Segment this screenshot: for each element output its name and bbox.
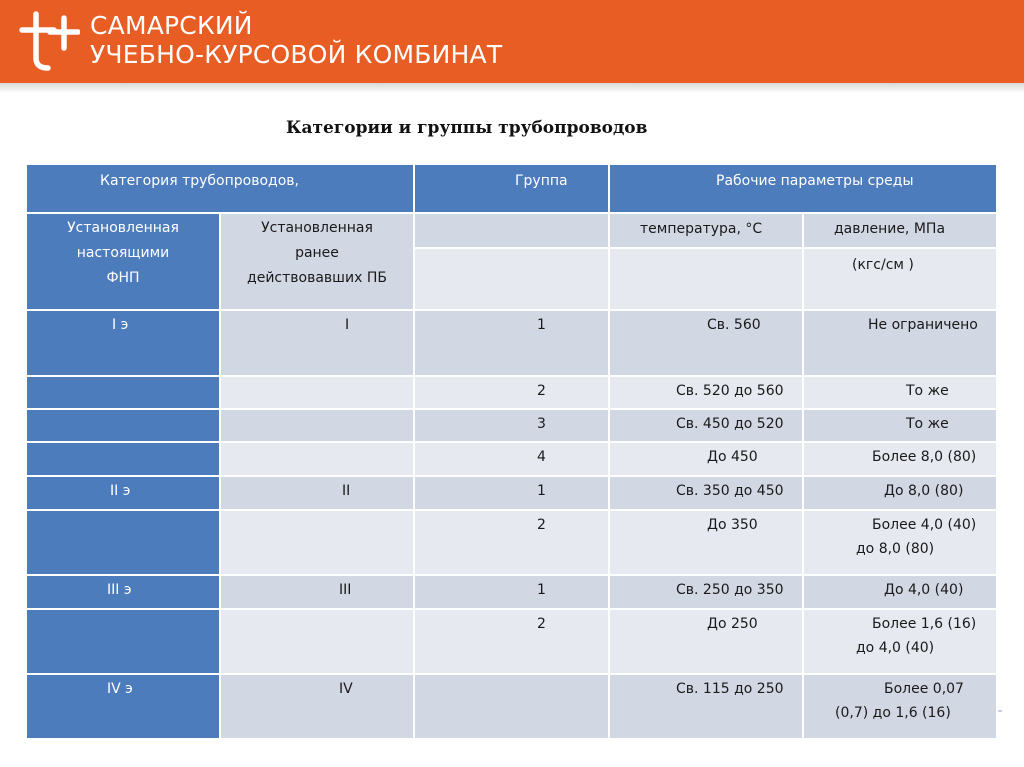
pressure-text: То же <box>906 383 949 399</box>
table-row-cat-old <box>221 311 415 377</box>
cat-new-text: II э <box>110 483 131 499</box>
table-row-group <box>415 477 610 511</box>
pressure-text: Не ограничено <box>868 317 978 333</box>
subheader-group-top <box>415 214 610 249</box>
subheader-temperature-bottom <box>610 249 804 311</box>
table-row-temperature <box>610 610 804 675</box>
pressure-text: Более 4,0 (40) <box>872 517 977 533</box>
table-row-cat-old <box>221 443 415 477</box>
table-row-cat-new <box>27 511 221 576</box>
header-banner <box>0 0 1024 83</box>
cat-old-text: IV <box>339 681 353 697</box>
table-row-group <box>415 610 610 675</box>
table-row-group <box>415 377 610 410</box>
subheader-category-old <box>221 214 415 311</box>
table-row-temperature <box>610 477 804 511</box>
group-text: 4 <box>537 449 546 465</box>
temperature-text: До 350 <box>707 517 758 533</box>
header-group <box>415 165 610 214</box>
subheader-old-line2: ранее <box>295 245 339 261</box>
table-row-pressure <box>804 311 998 377</box>
subheader-pressure-text: давление, МПа <box>834 221 946 237</box>
header-category <box>27 165 415 214</box>
cat-old-text: II <box>342 483 351 499</box>
banner-shadow <box>0 83 1024 93</box>
group-text: 1 <box>537 317 546 333</box>
header-params-text: Рабочие параметры среды <box>716 173 914 189</box>
table-row-group <box>415 410 610 443</box>
table-row-cat-old <box>221 377 415 410</box>
logo-icon <box>14 8 80 74</box>
table-row-cat-new <box>27 477 221 511</box>
table-row-temperature <box>610 443 804 477</box>
table-row-pressure <box>804 410 998 443</box>
table-row-temperature <box>610 576 804 610</box>
group-text: 3 <box>537 416 546 432</box>
table-row-pressure <box>804 477 998 511</box>
table-row-temperature <box>610 675 804 740</box>
subheader-group-bottom <box>415 249 610 311</box>
table-row-cat-old <box>221 610 415 675</box>
temperature-text: До 250 <box>707 616 758 632</box>
table-row-pressure <box>804 443 998 477</box>
table-row-group <box>415 443 610 477</box>
group-text: 2 <box>537 517 546 533</box>
logo-text-line2: УЧЕБНО-КУРСОВОЙ КОМБИНАТ <box>90 40 503 69</box>
cat-old-text: I <box>345 317 350 333</box>
table-row-cat-new <box>27 311 221 377</box>
group-text: 2 <box>537 383 546 399</box>
temperature-text: Св. 350 до 450 <box>676 483 784 499</box>
table-row-cat-old <box>221 410 415 443</box>
table-row-pressure <box>804 576 998 610</box>
pressure-text: Более 0,07 <box>884 681 964 697</box>
table-row-cat-old <box>221 576 415 610</box>
cat-new-text: IV э <box>107 681 133 697</box>
table-row-cat-new <box>27 377 221 410</box>
subheader-pressure-unit-text: (кгс/см ) <box>852 257 914 273</box>
table-row-cat-old <box>221 511 415 576</box>
table-row-temperature <box>610 311 804 377</box>
subheader-pressure <box>804 214 998 249</box>
subheader-new-line3: ФНП <box>106 270 140 286</box>
pressure-text: Более 8,0 (80) <box>872 449 977 465</box>
header-group-text: Группа <box>515 173 568 189</box>
subheader-pressure-unit <box>804 249 998 311</box>
temperature-text: Св. 560 <box>707 317 761 333</box>
subheader-new-line1: Установленная <box>67 220 179 236</box>
table-row-temperature <box>610 410 804 443</box>
temperature-text: Св. 115 до 250 <box>676 681 784 697</box>
temperature-text: Св. 450 до 520 <box>676 416 784 432</box>
slide-title: Категории и группы трубопроводов <box>286 118 648 138</box>
table-row-cat-new <box>27 610 221 675</box>
pressure-text-line2: до 8,0 (80) <box>856 541 935 557</box>
temperature-text: Св. 250 до 350 <box>676 582 784 598</box>
table-row-group <box>415 675 610 740</box>
group-text: 2 <box>537 616 546 632</box>
table-row-pressure <box>804 511 998 576</box>
subheader-temperature-text: температура, °С <box>640 221 763 237</box>
table-row-cat-new <box>27 675 221 740</box>
table-row-cat-new <box>27 576 221 610</box>
table-row-group <box>415 576 610 610</box>
logo-text-line1: САМАРСКИЙ <box>90 11 253 40</box>
decorative-dot <box>998 710 1002 712</box>
table-row-pressure <box>804 675 998 740</box>
pressure-text-line2: до 4,0 (40) <box>856 640 935 656</box>
temperature-text: Св. 520 до 560 <box>676 383 784 399</box>
subheader-temperature <box>610 214 804 249</box>
table-row-pressure <box>804 377 998 410</box>
cat-new-text: III э <box>107 582 132 598</box>
group-text: 1 <box>537 582 546 598</box>
subheader-old-line3: действовавших ПБ <box>247 270 387 286</box>
table-row-group <box>415 311 610 377</box>
pressure-text: Более 1,6 (16) <box>872 616 977 632</box>
pressure-text: До 8,0 (80) <box>884 483 964 499</box>
table-row-temperature <box>610 511 804 576</box>
table-row-cat-old <box>221 675 415 740</box>
header-category-text: Категория трубопроводов, <box>100 173 299 189</box>
group-text: 1 <box>537 483 546 499</box>
subheader-category-new <box>27 214 221 311</box>
pressure-text: До 4,0 (40) <box>884 582 964 598</box>
subheader-old-line1: Установленная <box>261 220 373 236</box>
table-row-cat-old <box>221 477 415 511</box>
cat-old-text: III <box>339 582 352 598</box>
pressure-text: То же <box>906 416 949 432</box>
table-row-group <box>415 511 610 576</box>
header-params <box>610 165 998 214</box>
table-row-pressure <box>804 610 998 675</box>
cat-new-text: I э <box>112 317 129 333</box>
table-row-temperature <box>610 377 804 410</box>
table-row-cat-new <box>27 410 221 443</box>
table-row-cat-new <box>27 443 221 477</box>
subheader-new-line2: настоящими <box>76 245 170 261</box>
pressure-text-line2: (0,7) до 1,6 (16) <box>835 705 951 721</box>
temperature-text: До 450 <box>707 449 758 465</box>
